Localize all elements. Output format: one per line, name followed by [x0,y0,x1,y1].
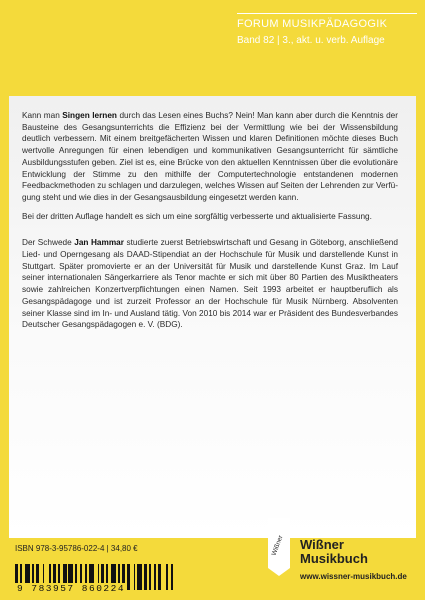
series-title: FORUM MUSIKPÄDAGOGIK [237,18,388,30]
volume-edition: Band 82 | 3., akt. u. verb. Auflage [237,35,385,46]
blurb-paragraph-1 [22,110,398,204]
publisher-logo-icon [264,518,294,576]
cover-footer [0,534,425,600]
publisher-block [300,538,407,581]
publisher-url: www.wissner-musikbuch.de [300,572,407,581]
blurb-p1-highlight: Singen lernen [62,111,117,120]
publisher-name-2: Musikbuch [300,551,368,566]
blurb-p1-start: Kann man [22,111,63,120]
publisher-name-1: Wißner [300,537,344,552]
bio-start: Der Schwede [22,238,75,248]
blurb-paragraph-2: Bei der dritten Auflage handelt es sich um eine sorgfältig verbesserte und aktualisierte Fassung. [22,211,372,221]
isbn-price: ISBN 978-3-95786-022-4 | 34,80 € [15,544,138,553]
barcode-digits: 9 783957 860224 [17,583,126,594]
blurb-p1-rest: durch das Lesen eines Buchs? Nein! Man kann aber durch die Kenntnis der Bausteine des Gesangsunterrichts die Effizienz bei der Vermittlung wie bei der Wissensbildung deutlich verbessern. Mit einem breitgefächerten Wissen und klaren Definitionen möchte dieses Buch wertvolle Anregungen für einen lebendigen und kommunikativen Gesangsunterricht für sämtliche Ausbildungsstufen geben. Ziel ist es, eine Brücke von den aktuellen Kenntnissen über die evolutionäre Entwicklung der Stimme zu den mithilfe der Computertechnologie entstandenen modernen Feedbackmethoden zu schlagen und darzulegen, welches Wissen auf Seiten der Lehrenden zur Verfügung steht und wie dies in der Gesangsausbildung eingesetzt werden kann. [22,111,399,202]
text-panel [9,96,416,538]
author-bio [22,237,398,331]
blurb-text [22,110,398,338]
logo-lettering: Wißner [270,534,285,557]
header-rule [237,13,417,14]
series-header [237,13,417,46]
author-name: Jan Hammar [74,238,124,248]
bio-rest: studierte zuerst Betriebswirtschaft und Gesang in Göteborg, anschließend Lied- und Operngesang als DAAD-Stipendiat an der Hochschule für Musik und darstellende Kunst in Stuttgart. Später promovierte er an der Universität für Musik und darstellende Kunst Graz. Im Lauf seiner internationalen Sängerkarriere als Tenor machte er sich mit über 80 Partien des Musiktheaters sowie zahlreichen Konzertverpflichtungen einen Namen. Seit 1993 arbeitet er hauptberuflich als Gesangspädagoge und ist zurzeit Professor an der Hochschule für Musik Nürnberg. Absolventen seiner Klasse sind im In- und Ausland tätig. Von 2010 bis 2014 war er Präsident des Bundesverbandes Deutscher Gesangspädagogen e. V. (BDG). [22,238,398,330]
barcode-bar [173,564,175,590]
